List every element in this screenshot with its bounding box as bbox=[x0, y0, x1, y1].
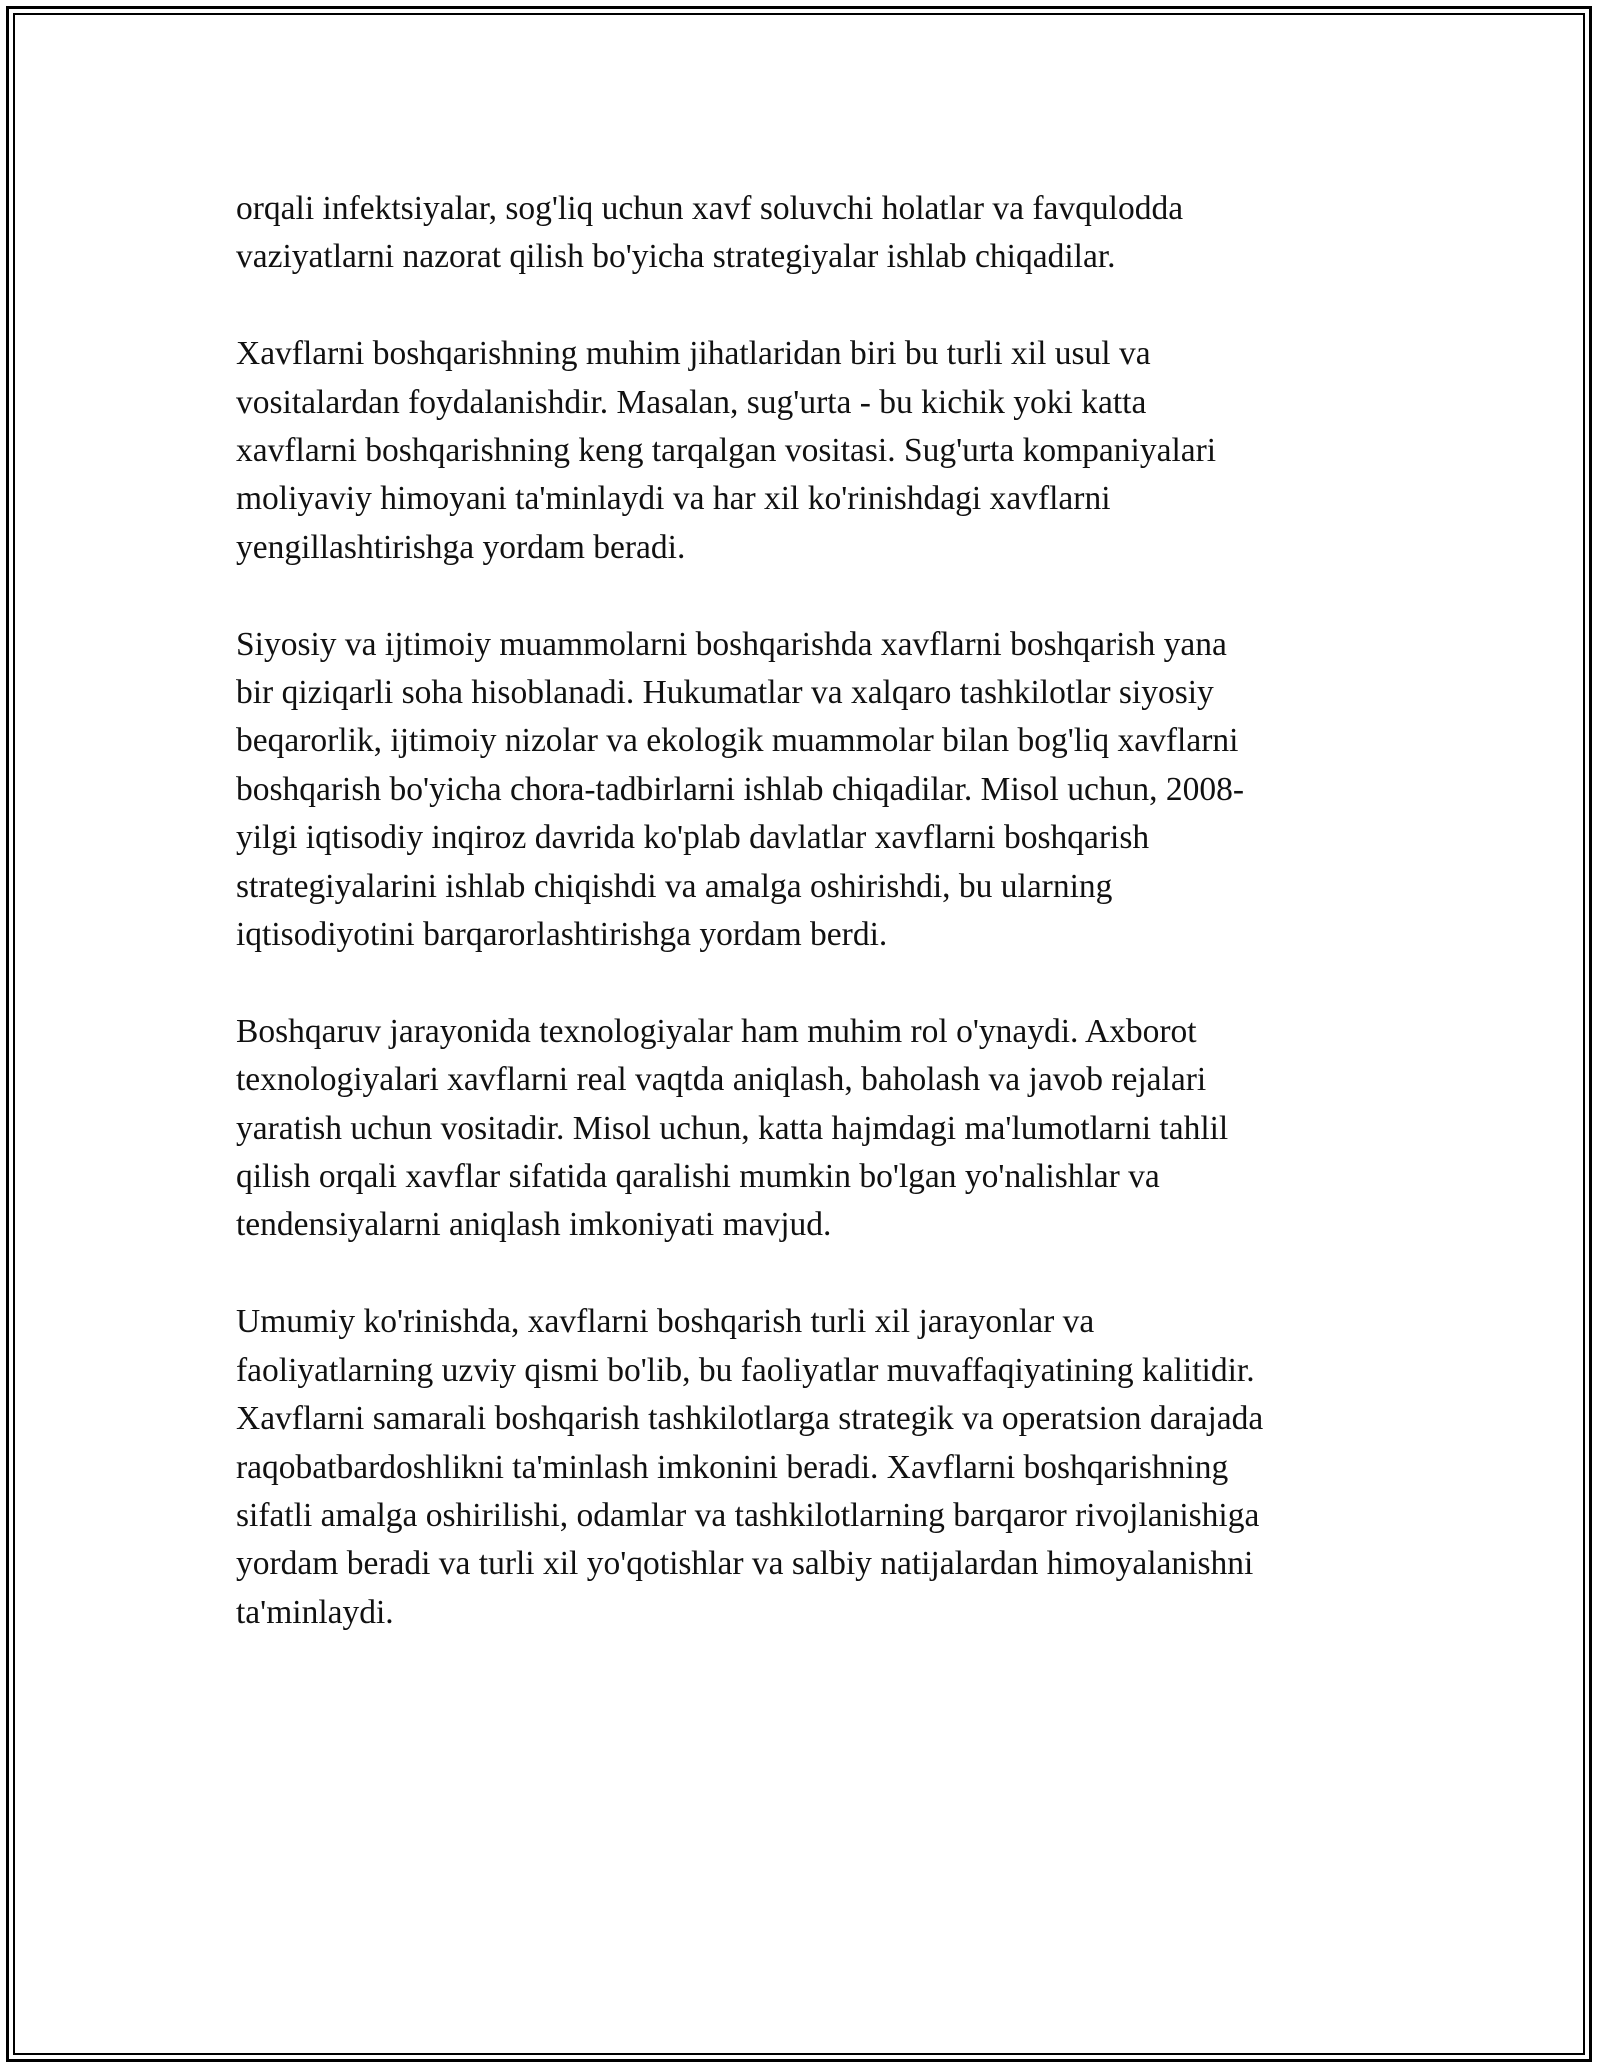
text-line: faoliyatlarning uzviy qismi bo'lib, bu faoliyatlar muvaffaqiyatining kalitidir. bbox=[236, 1351, 1255, 1389]
text-line: strategiyalarini ishlab chiqishdi va amalga oshirishdi, bu ularning bbox=[236, 867, 1113, 905]
text-line: orqali infektsiyalar, sog'liq uchun xavf soluvchi holatlar va favqulodda bbox=[236, 190, 1184, 227]
text-line: beqarorlik, ijtimoiy nizolar va ekologik muammolar bilan bog'liq xavflarni bbox=[236, 722, 1239, 760]
text-line: Xavflarni boshqarishning muhim jihatlaridan biri bu turli xil usul va bbox=[236, 335, 1151, 373]
text-line: bir qiziqarli soha hisoblanadi. Hukumatlar va xalqaro tashkilotlar siyosiy bbox=[236, 674, 1214, 712]
text-line: tendensiyalarni aniqlash imkoniyati mavjud. bbox=[236, 1206, 832, 1244]
paragraph-3 bbox=[236, 621, 1376, 960]
paragraph-2 bbox=[236, 330, 1376, 572]
text-line: moliyaviy himoyani ta'minlaydi va har xil ko'rinishdagi xavflarni bbox=[236, 480, 1111, 518]
text-line: yilgi iqtisodiy inqiroz davrida ko'plab davlatlar xavflarni boshqarish bbox=[236, 819, 1150, 857]
text-line: boshqarish bo'yicha chora-tadbirlarni ishlab chiqadilar. Misol uchun, 2008- bbox=[236, 770, 1245, 808]
text-line: raqobatbardoshlikni ta'minlash imkonini beradi. Xavflarni boshqarishning bbox=[236, 1448, 1229, 1486]
paragraph-1 bbox=[236, 185, 1376, 282]
text-line: Xavflarni samarali boshqarish tashkilotlarga strategik va operatsion darajada bbox=[236, 1400, 1264, 1438]
paragraph-5 bbox=[236, 1298, 1376, 1637]
text-line: vaziyatlarni nazorat qilish bo'yicha strategiyalar ishlab chiqadilar. bbox=[236, 238, 1116, 276]
text-line: vositalardan foydalanishdir. Masalan, sug'urta - bu kichik yoki katta bbox=[236, 383, 1147, 421]
text-line: sifatli amalga oshirilishi, odamlar va tashkilotlarning barqaror rivojlanishiga bbox=[236, 1496, 1260, 1534]
text-line: yengillashtirishga yordam beradi. bbox=[236, 528, 686, 566]
text-line: ta'minlaydi. bbox=[236, 1593, 394, 1631]
text-line: qilish orqali xavflar sifatida qaralishi mumkin bo'lgan yo'nalishlar va bbox=[236, 1158, 1160, 1196]
text-line: xavflarni boshqarishning keng tarqalgan vositasi. Sug'urta kompaniyalari bbox=[236, 432, 1217, 470]
text-line: Umumiy ko'rinishda, xavflarni boshqarish turli xil jarayonlar va bbox=[236, 1303, 1095, 1341]
paragraph-4 bbox=[236, 1008, 1376, 1250]
text-line: texnologiyalari xavflarni real vaqtda aniqlash, baholash va javob rejalari bbox=[236, 1061, 1207, 1099]
text-line: iqtisodiyotini barqarorlashtirishga yordam berdi. bbox=[236, 916, 888, 954]
document-body bbox=[236, 185, 1376, 1686]
text-line: Boshqaruv jarayonida texnologiyalar ham muhim rol o'ynaydi. Axborot bbox=[236, 1012, 1197, 1050]
text-line: yordam beradi va turli xil yo'qotishlar va salbiy natijalardan himoyalanishni bbox=[236, 1545, 1254, 1583]
text-line: Siyosiy va ijtimoiy muammolarni boshqarishda xavflarni boshqarish yana bbox=[236, 625, 1227, 663]
text-line: yaratish uchun vositadir. Misol uchun, katta hajmdagi ma'lumotlarni tahlil bbox=[236, 1109, 1229, 1147]
